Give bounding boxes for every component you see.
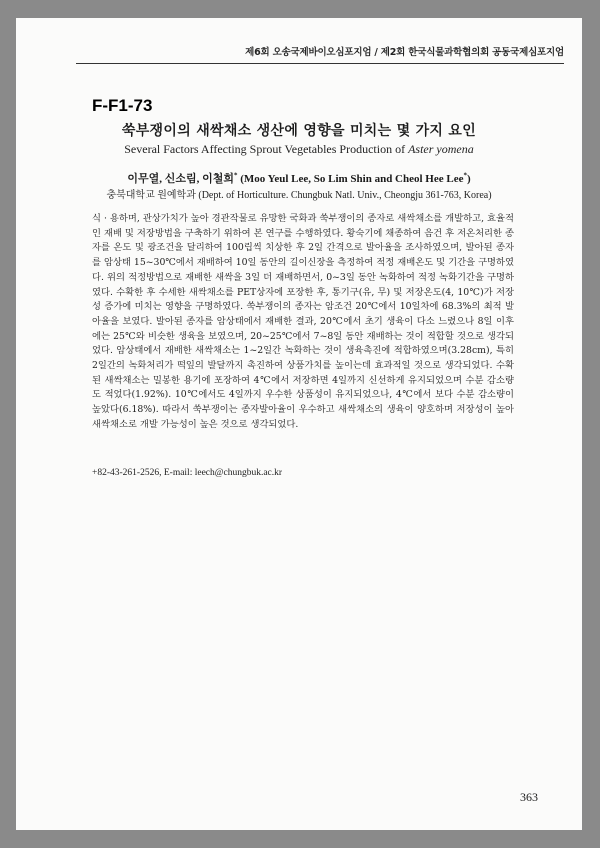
title-english-text: Several Factors Affecting Sprout Vegetables Production of bbox=[124, 142, 409, 156]
title-korean: 쑥부쟁이의 새싹채소 생산에 영향을 미치는 몇 가지 요인 bbox=[121, 123, 477, 139]
affiliation: 충북대학교 원예학과 (Dept. of Horticulture. Chungbuk Natl. Univ., Cheongju 361-763, Korea) bbox=[106, 190, 492, 201]
contact-info: +82-43-261-2526, E-mail: leech@chungbuk.ac.kr bbox=[92, 468, 283, 478]
authors-english: (Moo Yeul Lee, So Lim Shin and Cheol Hee Lee bbox=[237, 173, 464, 185]
title-english bbox=[16, 142, 582, 157]
abstract-code: F-F1-73 bbox=[92, 96, 153, 115]
title-species: Aster yomena bbox=[408, 142, 474, 156]
corresponding-mark-en: * bbox=[463, 171, 467, 180]
header-rule bbox=[76, 63, 564, 64]
authors-korean: 이무열, 신소림, 이철희 bbox=[127, 173, 234, 185]
page-number: 363 bbox=[520, 790, 538, 804]
corresponding-mark: * bbox=[233, 171, 238, 180]
abstract-body: 식 · 용하며, 관상가치가 높아 경관작물로 유망한 국화과 쑥부쟁이의 종자로 새싹채소를 개발하고, 효율적인 재배 및 저장방법을 구축하기 위하여 본 연구를 수행하였다. 황숙기에 채종하여 음건 후 저온처리한 종자를 온도 및 광조건을 달리하여 100립씩 치상한 후 2일 간격으로 발아율을 조사하였으며, 발아된 종자를 암상태 15~30℃에서 재배하여 10일 동안의 길이신장을 측정하여 적정 재배온도 및 기간을 구명하였다. 위의 적정방법으로 재배한 새싹을 3일 더 재배하면서, 0~3일 동안 녹화하여 적정 녹화기간을 구명하였다. 수확한 후 수세한 새싹채소를 PET상자에 포장한 후, 통기구(유, 무) 및 저장온도(4, 10℃)가 저장성 증가에 미치는 영향을 구명하였다. 쑥부쟁이의 종자는 암조건 20℃에서 10일차에 68.3%의 최적 발아율을 보였다. 발아된 종자를 암상태에서 재배한 결과, 20℃에서 초기 생육이 다소 느렸으나 8일 이후에는 25℃와 비슷한 생육을 보였으며, 20~25℃에서 7~8일 동안 재배하는 것이 적합할 것으로 생각되었다. 암상태에서 재배한 새싹채소는 1~2일간 녹화하는 것이 생육촉진에 적합하였으며(3.28cm), 특히 2일간의 녹화처리가 떡잎의 발달까지 촉진하여 상품가치를 높이는데 효과적일 것으로 생각되었다. 수확된 새싹채소는 밀봉한 용기에 포장하여 4℃에서 저장하면 4일까지 신선하게 유지되었으며 수분 감소량도 적었다(1.92%). 10℃에서도 4일까지 우수한 상품성이 유지되었으나, 4℃에서 보다 수분 감소량이 높았다(6.18%). 따라서 쑥부쟁이는 종자발아율이 우수하고 새싹채소의 생육이 양호하며 저장성이 높아 새싹채소로 개발 가능성이 높은 것으로 생각되었다. bbox=[92, 213, 514, 430]
authors bbox=[16, 170, 582, 186]
authors-english-close: ) bbox=[466, 173, 471, 185]
paper-page bbox=[16, 18, 582, 830]
running-head: 제6회 오송국제바이오심포지엄 / 제2회 한국식물과학협의회 공동국제심포지엄 bbox=[245, 47, 564, 58]
